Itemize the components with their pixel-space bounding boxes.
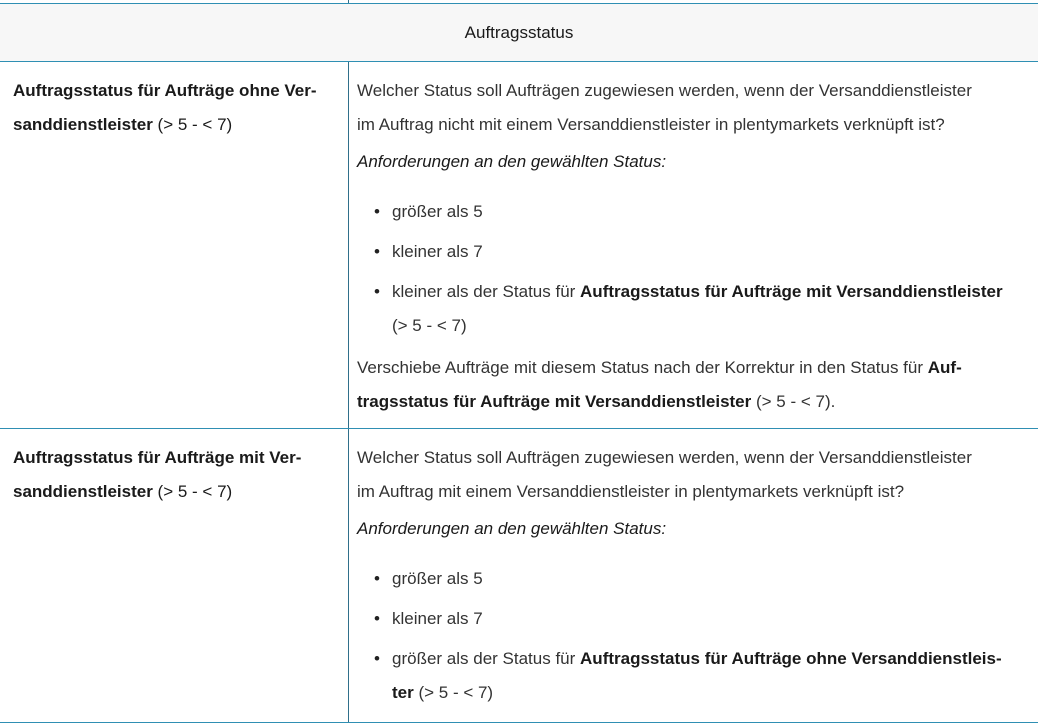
intro-line-2: im Auftrag nicht mit einem Versanddienstleister in plentymarkets verknüpft ist?	[357, 115, 945, 134]
list-item-text: größer als 5	[392, 569, 483, 588]
section-header	[0, 3, 1038, 61]
list-item-text: größer als 5	[392, 202, 483, 221]
setting-description	[357, 74, 1027, 419]
term-range: (> 5 - < 7)	[152, 482, 233, 501]
bullet-icon: •	[374, 242, 380, 261]
intro-line-1: Welcher Status soll Aufträgen zugewiesen werden, wenn der Versanddienstleister	[357, 81, 972, 100]
table-row	[0, 61, 1038, 429]
note-line-1: Verschiebe Aufträge mit diesem Status nach der Korrektur in den Status für	[357, 358, 928, 377]
term-line-2: sanddienstleister	[13, 115, 153, 134]
setting-term	[13, 441, 333, 509]
list-item-range: (> 5 - < 7)	[413, 683, 494, 702]
section-title: Auftragsstatus	[464, 22, 574, 42]
intro-line-1: Welcher Status soll Aufträgen zugewiesen werden, wenn der Versanddienstleister	[357, 448, 972, 467]
referenced-setting: ter	[392, 683, 414, 702]
referenced-setting: tragsstatus für Aufträge mit Versanddienstleister	[357, 392, 752, 411]
note-text	[357, 351, 1027, 419]
referenced-setting: Auftragsstatus für Aufträge mit Versanddienstleister	[580, 282, 1003, 301]
list-item	[374, 235, 1027, 269]
requirements-list	[357, 195, 1027, 343]
list-item	[374, 602, 1027, 636]
list-item	[374, 195, 1027, 229]
list-item-text: kleiner als 7	[392, 609, 483, 628]
list-item	[374, 275, 1027, 343]
list-item	[374, 562, 1027, 596]
list-item-text: größer als der Status für	[392, 649, 581, 668]
requirements-label: Anforderungen an den gewählten Status:	[357, 152, 667, 171]
column-divider	[348, 429, 349, 722]
bullet-icon: •	[374, 282, 380, 301]
table-row	[0, 428, 1038, 723]
term-line-2: sanddienstleister	[13, 482, 153, 501]
intro-line-2: im Auftrag mit einem Versanddienstleister in plentymarkets verknüpft ist?	[357, 482, 905, 501]
bullet-icon: •	[374, 609, 380, 628]
column-divider	[348, 62, 349, 429]
requirements-list	[357, 562, 1027, 710]
term-range: (> 5 - < 7)	[152, 115, 233, 134]
bullet-icon: •	[374, 569, 380, 588]
list-item-text: kleiner als der Status für	[392, 282, 581, 301]
list-item-range: (> 5 - < 7)	[392, 316, 467, 335]
list-item	[374, 642, 1027, 710]
setting-term	[13, 74, 333, 142]
term-line-1: Auftragsstatus für Aufträge ohne Ver-	[13, 81, 317, 100]
list-item-text: kleiner als 7	[392, 242, 483, 261]
bullet-icon: •	[374, 649, 380, 668]
setting-description	[357, 441, 1027, 718]
bullet-icon: •	[374, 202, 380, 221]
referenced-setting: Auftragsstatus für Aufträge ohne Versanddienstleis-	[580, 649, 1002, 668]
note-range: (> 5 - < 7).	[751, 392, 836, 411]
referenced-setting: Auf-	[927, 358, 962, 377]
requirements-label: Anforderungen an den gewählten Status:	[357, 519, 667, 538]
term-line-1: Auftragsstatus für Aufträge mit Ver-	[13, 448, 302, 467]
